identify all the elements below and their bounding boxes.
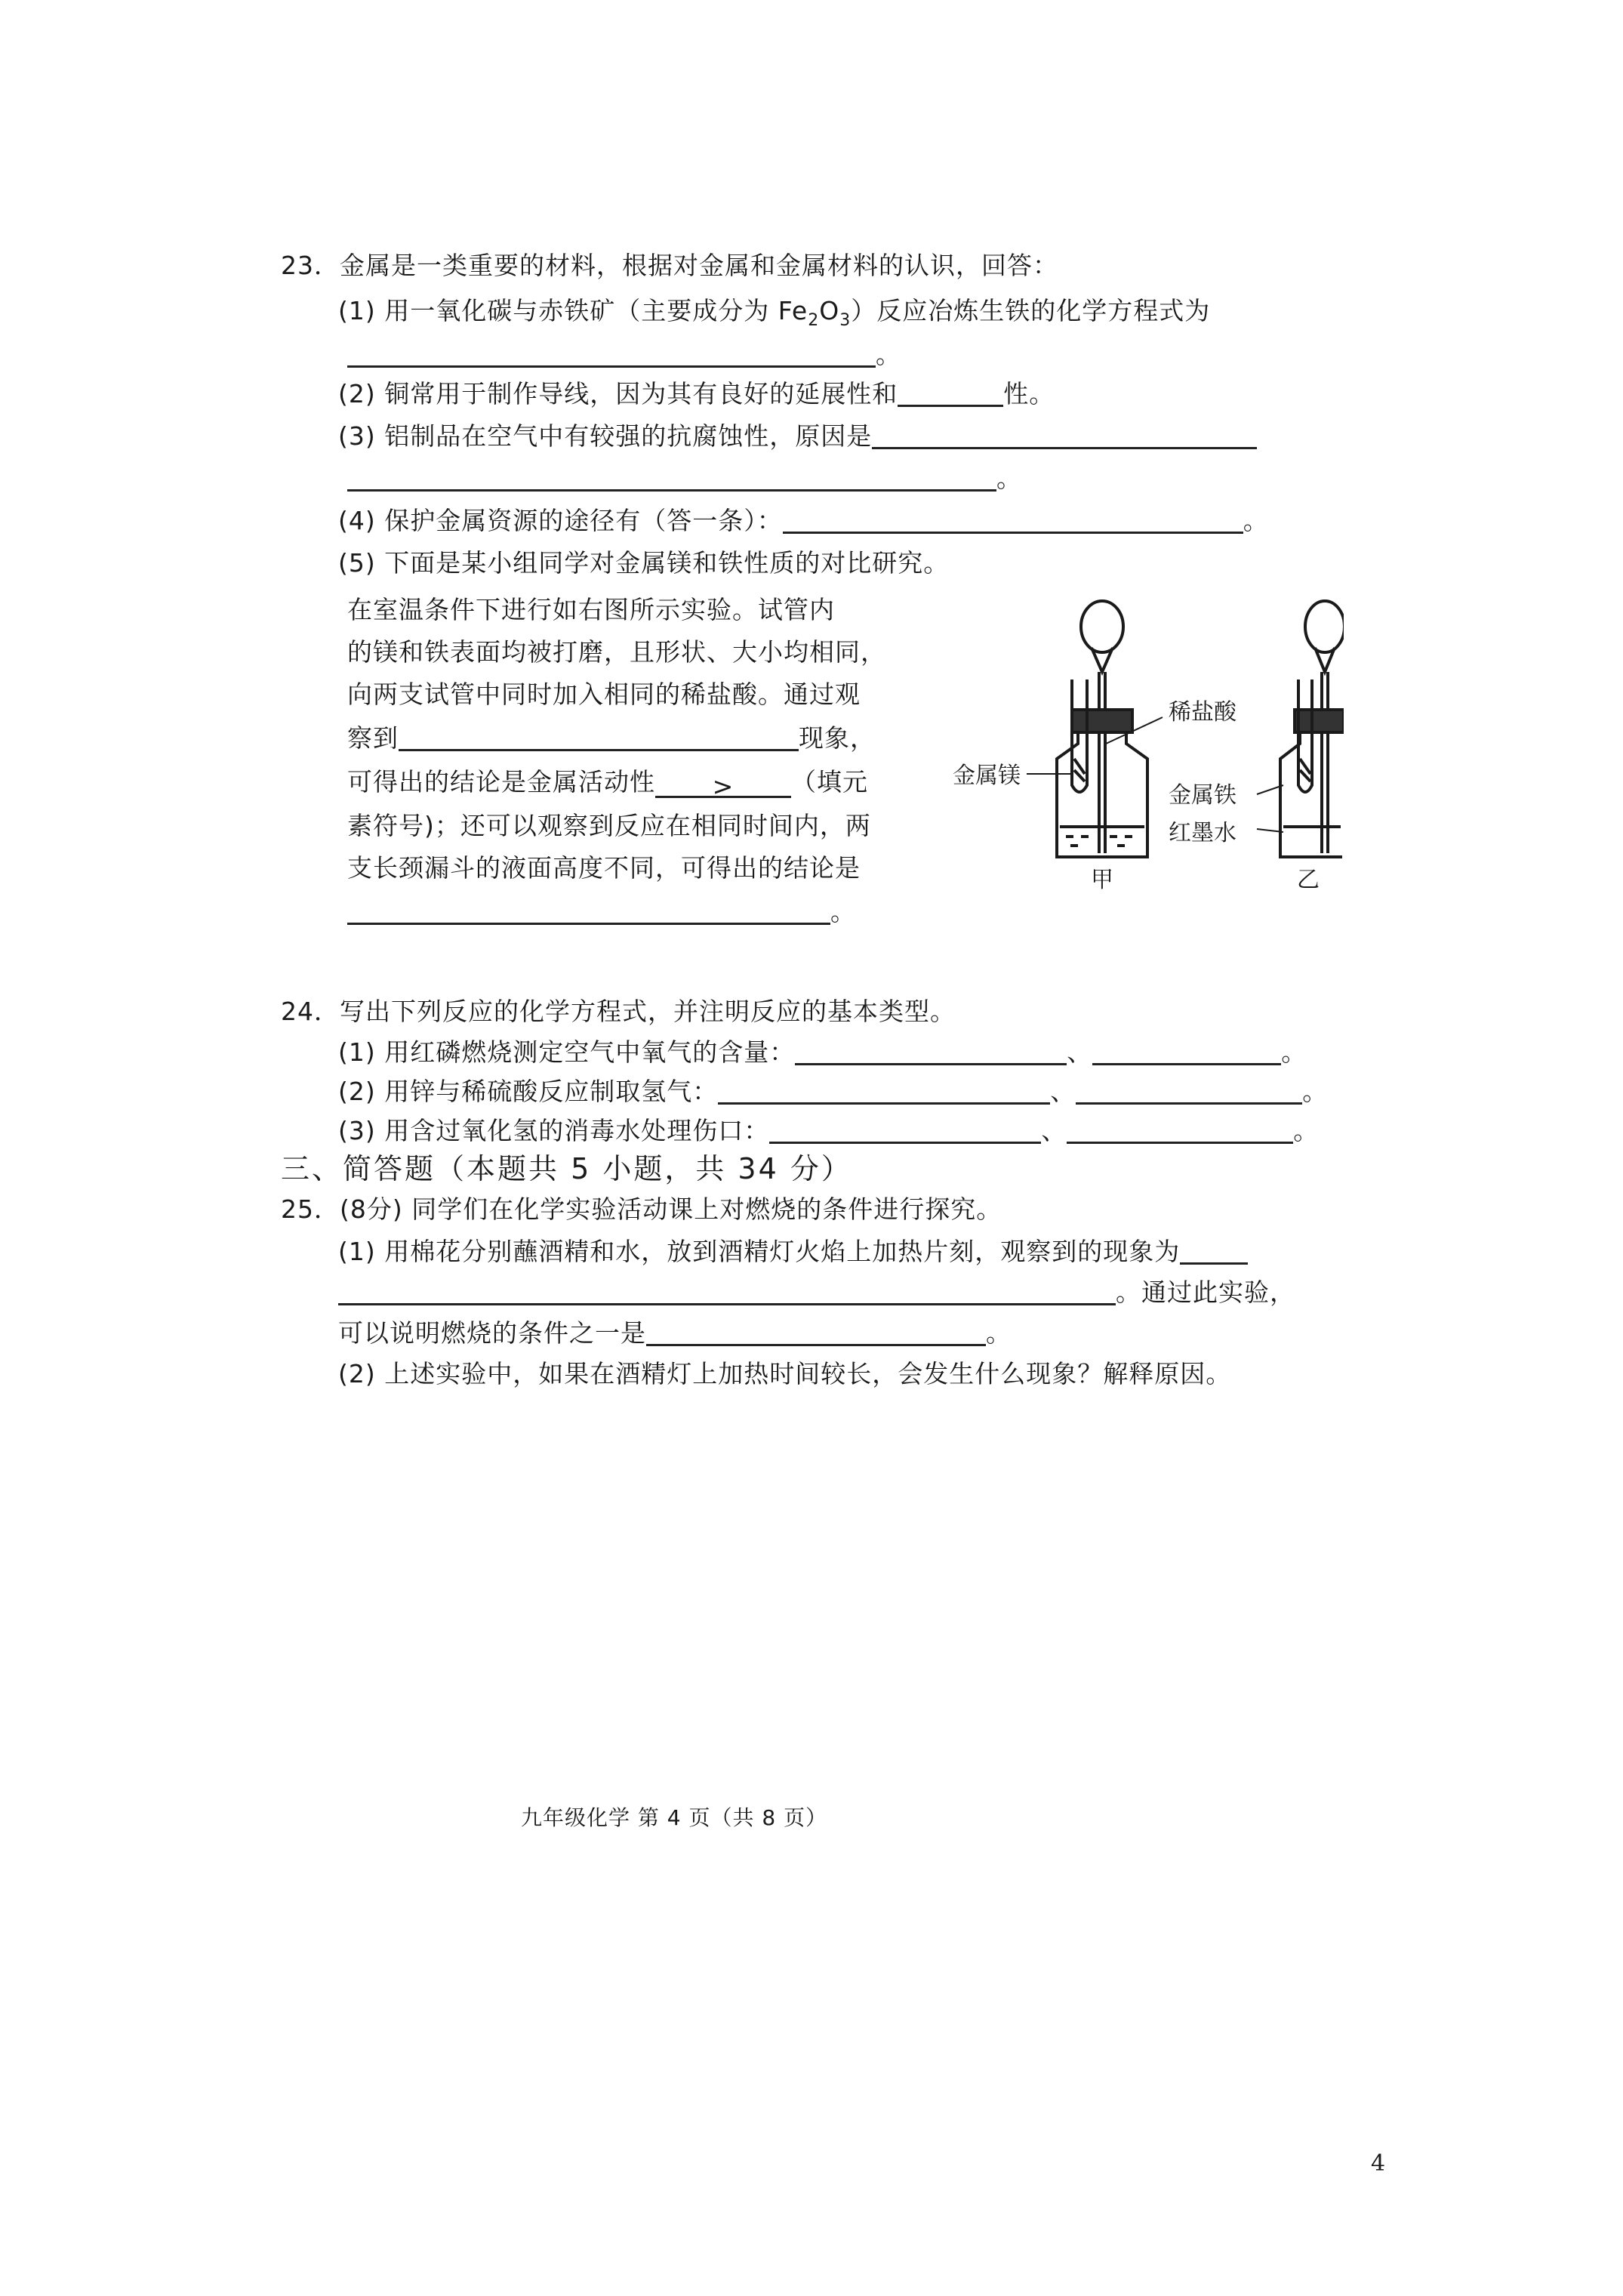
metal-fe-hatch [1300, 759, 1310, 781]
q23-part3-cont [347, 462, 1022, 495]
q24-part2-text: (2) 用锌与稀硫酸反应制取氢气： [338, 1077, 719, 1106]
q25-stem: 25．(8分) 同学们在化学实验活动课上对燃烧的条件进行探究。 [281, 1194, 1002, 1224]
section3-title: 三、简答题（本题共 5 小题，共 34 分） [281, 1152, 852, 1185]
q23-part3-blank-2[interactable] [347, 464, 996, 492]
q24-part3 [338, 1114, 1319, 1148]
q23-text-line5 [347, 766, 868, 799]
q23-text-line3: 向两支试管中同时加入相同的稀盐酸。通过观 [347, 680, 861, 709]
page-number: 4 [1371, 2150, 1386, 2177]
label-metal-mg: 金属镁 [953, 763, 1021, 789]
q23-part4 [338, 504, 1269, 538]
q23-part1-answer-line [347, 338, 901, 371]
o3-subscript: 3 [839, 311, 852, 330]
q23-text-line8-end: 。 [830, 897, 856, 926]
q24-part3-sep: 、 [1041, 1116, 1067, 1145]
q23-part1-o: O [819, 296, 840, 325]
q25-part1 [338, 1235, 1248, 1268]
q23-conclusion-pre: 可得出的结论是金属活动性 [347, 767, 655, 797]
funnel-bulb-yi [1305, 601, 1344, 652]
q24-part2-equation-blank[interactable] [718, 1077, 1050, 1105]
apparatus-yi [1280, 601, 1344, 857]
q23-text-line6: 素符号)；还可以观察到反应在相同时间内，两 [347, 811, 871, 840]
q23-text-line8 [347, 895, 856, 929]
q23-part2-pre: (2) 铜常用于制作导线，因为其有良好的延展性和 [338, 379, 898, 408]
apparatus-jia [1057, 601, 1147, 857]
q24-part2-sep: 、 [1050, 1077, 1076, 1106]
q23-activity-blank[interactable] [655, 770, 791, 801]
label-red-ink: 红墨水 [1169, 820, 1236, 846]
q25-part1-cont [338, 1276, 1295, 1309]
q23-part5: (5) 下面是某小组同学对金属镁和铁性质的对比研究。 [338, 548, 950, 578]
funnel-bulb-jia [1081, 601, 1123, 652]
q23-text-line1: 在室温条件下进行如右图所示实验。试管内 [347, 595, 835, 624]
q23-part2-post: 性。 [1003, 379, 1055, 408]
q23-text-line7: 支长颈漏斗的液面高度不同，可得出的结论是 [347, 853, 861, 883]
q23-text-line2: 的镁和铁表面均被打磨，且形状、大小均相同， [347, 637, 886, 667]
q24-part3-text: (3) 用含过氧化氢的消毒水处理伤口： [338, 1116, 770, 1145]
q25-part1-last-text: 可以说明燃烧的条件之一是 [338, 1318, 646, 1348]
label-dilute-hcl: 稀盐酸 [1169, 699, 1236, 726]
q25-phenomenon-blank-2[interactable] [338, 1277, 1116, 1305]
q23-part3 [338, 420, 1257, 453]
q23-part2 [338, 378, 1055, 411]
q23-part3-blank[interactable] [872, 421, 1257, 449]
q25-part1-last [338, 1317, 1012, 1350]
q25-phenomenon-blank[interactable] [1180, 1237, 1248, 1265]
caption-yi: 乙 [1297, 867, 1320, 893]
stopper-jia [1072, 710, 1132, 732]
q24-part1-sep: 、 [1067, 1037, 1093, 1067]
q24-stem: 24．写出下列反应的化学方程式，并注明反应的基本类型。 [281, 997, 956, 1026]
q23-phenomenon-blank[interactable] [399, 723, 799, 751]
q23-part4-blank[interactable] [783, 506, 1243, 534]
q23-part1-post: ）反应冶炼生铁的化学方程式为 [851, 296, 1211, 325]
q23-part3-end: 。 [996, 464, 1022, 493]
q23-conclusion-post: （填元 [791, 767, 868, 797]
q24-part2 [338, 1075, 1328, 1108]
experiment-apparatus-figure [1027, 596, 1344, 898]
q25-condition-blank[interactable] [646, 1318, 986, 1346]
q23-part4-end: 。 [1243, 506, 1269, 535]
q23-part2-blank[interactable] [898, 379, 1003, 407]
q24-part2-end: 。 [1302, 1077, 1329, 1106]
caption-jia: 甲 [1091, 867, 1113, 893]
q25-part2: (2) 上述实验中，如果在酒精灯上加热时间较长，会发生什么现象？解释原因。 [338, 1359, 1232, 1388]
q23-text-line4 [347, 722, 876, 755]
q24-part1-equation-blank[interactable] [795, 1037, 1067, 1065]
q25-part1-end: 。 [986, 1318, 1012, 1348]
q24-part3-end: 。 [1293, 1116, 1320, 1145]
q23-part4-text: (4) 保护金属资源的途径有（答一条）： [338, 506, 783, 535]
q24-part2-type-blank[interactable] [1076, 1077, 1302, 1105]
q24-part3-type-blank[interactable] [1067, 1116, 1293, 1144]
q23-observe-pre: 察到 [347, 723, 399, 753]
q24-part1-end: 。 [1281, 1037, 1307, 1067]
stopper-yi [1295, 710, 1344, 732]
q23-conclusion2-blank[interactable] [347, 897, 830, 925]
q23-part1-end: 。 [876, 340, 901, 369]
q24-part1-type-blank[interactable] [1092, 1037, 1281, 1065]
fe2-subscript: 2 [808, 311, 820, 330]
q23-part1-pre: (1) 用一氧化碳与赤铁矿（主要成分为 Fe [338, 296, 808, 325]
label-metal-fe: 金属铁 [1169, 782, 1236, 809]
greater-than-sign: > [712, 772, 735, 801]
q25-part1-text: (1) 用棉花分别蘸酒精和水，放到酒精灯火焰上加热片刻，观察到的现象为 [338, 1237, 1181, 1266]
q24-part3-equation-blank[interactable] [769, 1116, 1041, 1144]
q23-part1-answer-blank[interactable] [347, 340, 876, 368]
metal-mg-hatch [1074, 759, 1085, 781]
q23-observe-post: 现象， [799, 723, 876, 753]
q24-part1-text: (1) 用红磷燃烧测定空气中氧气的含量： [338, 1037, 796, 1067]
q23-part1 [338, 294, 1210, 337]
q25-part1-cont-text: 。通过此实验， [1116, 1277, 1295, 1307]
q24-part1 [338, 1036, 1307, 1069]
q23-part3-text: (3) 铝制品在空气中有较强的抗腐蚀性，原因是 [338, 421, 873, 451]
q23-stem: 23．金属是一类重要的材料，根据对金属和金属材料的认识，回答： [281, 251, 1058, 280]
page-footer: 九年级化学 第 4 页（共 8 页） [521, 1805, 828, 1830]
